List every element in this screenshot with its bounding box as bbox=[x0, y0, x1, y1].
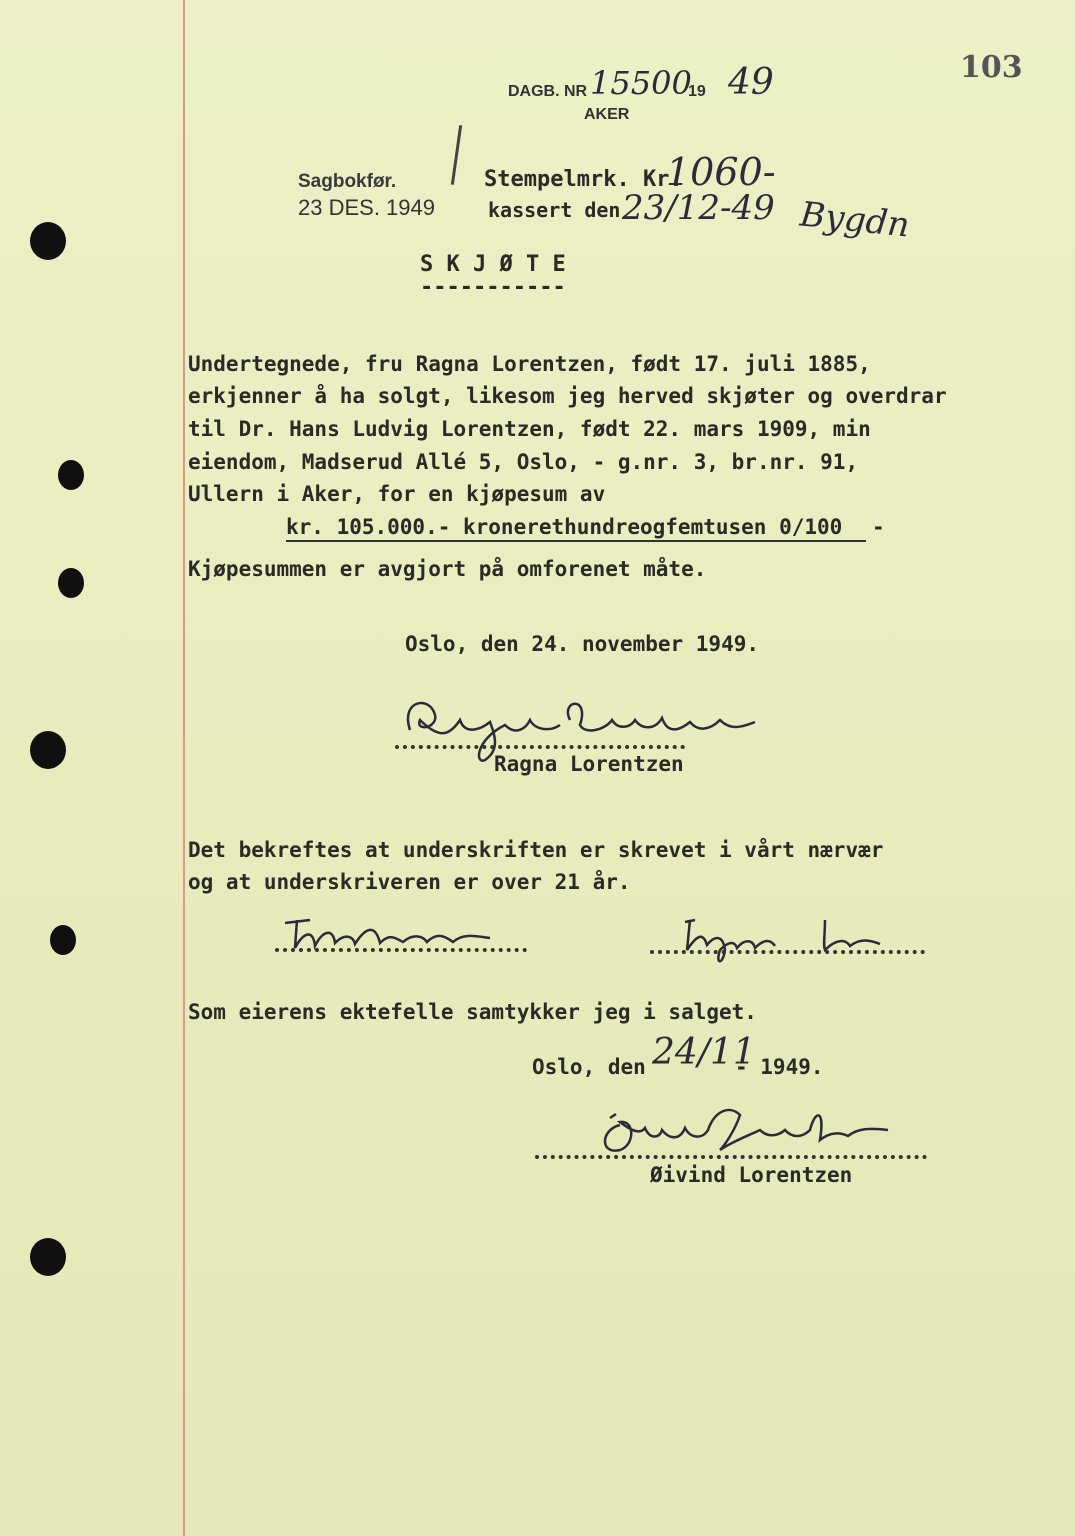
witness-line-1 bbox=[275, 948, 527, 952]
title-underline: ----------- bbox=[420, 275, 566, 300]
stempel-amount: 1060- bbox=[666, 150, 776, 194]
punch-hole bbox=[58, 460, 84, 490]
punch-hole bbox=[30, 1238, 66, 1276]
punch-hole bbox=[50, 925, 76, 955]
settled-line: Kjøpesummen er avgjort på omforenet måte. bbox=[188, 557, 707, 581]
body-line: Undertegnede, fru Ragna Lorentzen, født 17. juli 1885, bbox=[188, 352, 871, 376]
witness-line-2 bbox=[650, 950, 925, 954]
document-title: S K J Ø T E bbox=[420, 252, 566, 277]
witness-line: og at underskriveren er over 21 år. bbox=[188, 870, 631, 894]
registry-label: Sagbokfør. bbox=[298, 171, 397, 192]
body-line: erkjenner å ha solgt, likesom jeg herved skjøter og overdrar bbox=[188, 384, 947, 408]
municipality: AKER bbox=[584, 106, 630, 123]
margin-rule bbox=[183, 0, 185, 1536]
body-line: til Dr. Hans Ludvig Lorentzen, født 22. mars 1909, min bbox=[188, 417, 871, 441]
dagb-number: 15500 bbox=[590, 64, 692, 102]
signature-line-2 bbox=[535, 1155, 927, 1159]
kassert-label: kassert den bbox=[488, 198, 621, 222]
signature-line-1 bbox=[395, 745, 685, 749]
punch-hole bbox=[30, 222, 66, 260]
consent-line: Som eierens ektefelle samtykker jeg i salget. bbox=[188, 1000, 757, 1024]
place-date-2-suffix: - 1949. bbox=[735, 1055, 824, 1079]
dagb-year-prefix: 19 bbox=[688, 83, 706, 100]
place-date-1: Oslo, den 24. november 1949. bbox=[405, 632, 760, 656]
kassert-sign: Bygdn bbox=[798, 194, 912, 246]
registry-date: 23 DES. 1949 bbox=[298, 195, 435, 220]
dagb-year: 49 bbox=[728, 62, 774, 103]
body-line: Ullern i Aker, for en kjøpesum av bbox=[188, 482, 606, 506]
punch-hole bbox=[30, 731, 66, 769]
place-date-2-prefix: Oslo, den bbox=[532, 1055, 646, 1079]
signer-2-name: Øivind Lorentzen bbox=[650, 1163, 853, 1187]
stempel-label: Stempelmrk. Kr. bbox=[484, 167, 683, 192]
signer-1-name: Ragna Lorentzen bbox=[494, 752, 684, 776]
punch-hole bbox=[58, 568, 84, 598]
witness-line: Det bekreftes at underskriften er skrevet i vårt nærvær bbox=[188, 838, 884, 862]
witness-signature-2 bbox=[675, 910, 895, 970]
dagb-label: DAGB. NR bbox=[508, 83, 588, 100]
amount-underline bbox=[286, 540, 866, 542]
place-date-2-hand: 24/11 bbox=[652, 1032, 756, 1073]
page-number: 103 bbox=[960, 50, 1023, 85]
body-line: eiendom, Madserud Allé 5, Oslo, - g.nr. 3, br.nr. 91, bbox=[188, 450, 859, 474]
amount-dash: - bbox=[872, 515, 885, 539]
signature-oivind bbox=[590, 1100, 900, 1170]
amount-line: kr. 105.000.- kronerethundreogfemtusen 0/100 bbox=[286, 515, 843, 539]
kassert-date: 23/12-49 bbox=[622, 188, 775, 228]
